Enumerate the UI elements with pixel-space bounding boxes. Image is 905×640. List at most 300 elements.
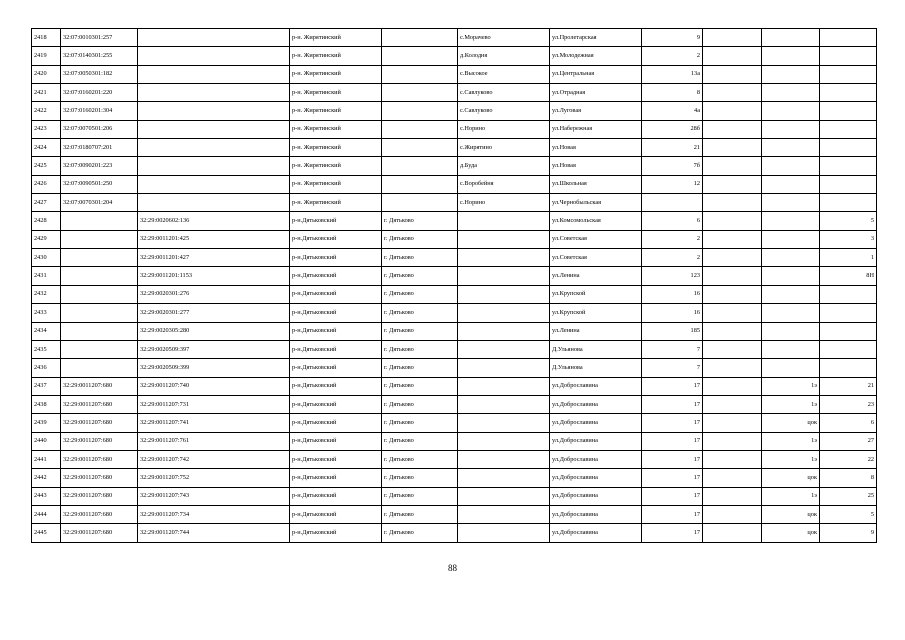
table-row xyxy=(32,450,877,468)
apartment-number-cell xyxy=(820,139,877,157)
building-number-cell xyxy=(703,285,762,303)
floor-cell: 1э xyxy=(762,432,820,450)
district-cell: р-н. Жирятинский xyxy=(290,29,382,47)
house-number-cell: 12 xyxy=(642,175,703,193)
city-cell: г. Дятьково xyxy=(382,487,458,505)
cadastral-number-building-cell xyxy=(61,267,138,285)
floor-cell xyxy=(762,194,820,212)
house-number-cell xyxy=(642,194,703,212)
cadastral-number-premises-cell: 32:29:0011207:731 xyxy=(138,395,290,413)
district-cell: р-н.Дятьковский xyxy=(290,249,382,267)
building-number-cell xyxy=(703,175,762,193)
table-row xyxy=(32,469,877,487)
row-index-cell: 2426 xyxy=(32,175,61,193)
apartment-number-cell xyxy=(820,157,877,175)
table-row xyxy=(32,47,877,65)
district-cell: р-н.Дятьковский xyxy=(290,469,382,487)
cadastral-number-premises-cell: 32:29:0011201:427 xyxy=(138,249,290,267)
row-index-cell: 2445 xyxy=(32,524,61,542)
city-cell: г. Дятьково xyxy=(382,377,458,395)
street-cell: ул.Доброславина xyxy=(550,432,642,450)
floor-cell xyxy=(762,267,820,285)
building-number-cell xyxy=(703,65,762,83)
district-cell: р-н.Дятьковский xyxy=(290,304,382,322)
street-cell: Д.Ульянова xyxy=(550,359,642,377)
cadastral-number-premises-cell xyxy=(138,29,290,47)
settlement-cell: с.Воробейня xyxy=(458,175,550,193)
floor-cell xyxy=(762,340,820,358)
cadastral-number-premises-cell: 32:29:0011201:425 xyxy=(138,230,290,248)
row-index-cell: 2435 xyxy=(32,340,61,358)
table-row xyxy=(32,304,877,322)
city-cell: г. Дятьково xyxy=(382,340,458,358)
cadastral-number-premises-cell: 32:29:0011207:752 xyxy=(138,469,290,487)
floor-cell xyxy=(762,285,820,303)
house-number-cell: 4а xyxy=(642,102,703,120)
apartment-number-cell xyxy=(820,102,877,120)
district-cell: р-н. Жирятинский xyxy=(290,175,382,193)
building-number-cell xyxy=(703,487,762,505)
settlement-cell xyxy=(458,359,550,377)
cadastral-number-building-cell: 32:07:0010301:257 xyxy=(61,29,138,47)
district-cell: р-н. Жирятинский xyxy=(290,120,382,138)
city-cell: г. Дятьково xyxy=(382,395,458,413)
street-cell: ул.Доброславина xyxy=(550,505,642,523)
cadastral-number-building-cell: 32:07:0180707:201 xyxy=(61,139,138,157)
cadastral-number-premises-cell xyxy=(138,157,290,175)
house-number-cell: 17 xyxy=(642,414,703,432)
floor-cell: 1э xyxy=(762,487,820,505)
building-number-cell xyxy=(703,84,762,102)
floor-cell xyxy=(762,139,820,157)
settlement-cell xyxy=(458,322,550,340)
house-number-cell: 2 xyxy=(642,249,703,267)
cadastral-number-premises-cell: 32:29:0011207:744 xyxy=(138,524,290,542)
settlement-cell xyxy=(458,230,550,248)
floor-cell xyxy=(762,47,820,65)
house-number-cell: 17 xyxy=(642,469,703,487)
row-index-cell: 2432 xyxy=(32,285,61,303)
street-cell: ул.Доброславина xyxy=(550,450,642,468)
floor-cell: 1э xyxy=(762,377,820,395)
cadastral-number-premises-cell: 32:29:0020301:277 xyxy=(138,304,290,322)
settlement-cell xyxy=(458,212,550,230)
cadastral-number-building-cell xyxy=(61,285,138,303)
building-number-cell xyxy=(703,377,762,395)
district-cell: р-н.Дятьковский xyxy=(290,377,382,395)
building-number-cell xyxy=(703,267,762,285)
cadastral-number-premises-cell: 32:29:0011207:761 xyxy=(138,432,290,450)
table-row xyxy=(32,29,877,47)
city-cell: г. Дятьково xyxy=(382,230,458,248)
city-cell: г. Дятьково xyxy=(382,322,458,340)
street-cell: ул.Советская xyxy=(550,230,642,248)
district-cell: р-н.Дятьковский xyxy=(290,432,382,450)
house-number-cell: 185 xyxy=(642,322,703,340)
settlement-cell: с.Савлуково xyxy=(458,102,550,120)
cadastral-number-building-cell xyxy=(61,304,138,322)
apartment-number-cell: 27 xyxy=(820,432,877,450)
settlement-cell xyxy=(458,450,550,468)
street-cell: ул.Новая xyxy=(550,139,642,157)
apartment-number-cell: 5 xyxy=(820,212,877,230)
table-row xyxy=(32,194,877,212)
city-cell: г. Дятьково xyxy=(382,212,458,230)
row-index-cell: 2438 xyxy=(32,395,61,413)
table-row xyxy=(32,322,877,340)
street-cell: ул.Школьная xyxy=(550,175,642,193)
cadastral-number-building-cell xyxy=(61,322,138,340)
floor-cell xyxy=(762,29,820,47)
settlement-cell xyxy=(458,432,550,450)
district-cell: р-н.Дятьковский xyxy=(290,285,382,303)
table-row xyxy=(32,84,877,102)
house-number-cell: 7б xyxy=(642,157,703,175)
district-cell: р-н.Дятьковский xyxy=(290,340,382,358)
street-cell: ул.Комсомольская xyxy=(550,212,642,230)
district-cell: р-н. Жирятинский xyxy=(290,139,382,157)
row-index-cell: 2428 xyxy=(32,212,61,230)
cadastral-number-building-cell: 32:07:0070501:206 xyxy=(61,120,138,138)
building-number-cell xyxy=(703,120,762,138)
cadastral-number-premises-cell: 32:29:0011207:742 xyxy=(138,450,290,468)
row-index-cell: 2422 xyxy=(32,102,61,120)
city-cell xyxy=(382,47,458,65)
street-cell: ул.Новая xyxy=(550,157,642,175)
house-number-cell: 2 xyxy=(642,47,703,65)
settlement-cell xyxy=(458,304,550,322)
house-number-cell: 6 xyxy=(642,212,703,230)
city-cell xyxy=(382,139,458,157)
street-cell: ул.Ленина xyxy=(550,267,642,285)
row-index-cell: 2437 xyxy=(32,377,61,395)
apartment-number-cell: 8Н xyxy=(820,267,877,285)
city-cell: г. Дятьково xyxy=(382,505,458,523)
floor-cell xyxy=(762,102,820,120)
row-index-cell: 2429 xyxy=(32,230,61,248)
cadastral-number-premises-cell: 32:29:0020509:397 xyxy=(138,340,290,358)
city-cell: г. Дятьково xyxy=(382,469,458,487)
floor-cell xyxy=(762,359,820,377)
apartment-number-cell xyxy=(820,29,877,47)
cadastral-number-building-cell xyxy=(61,249,138,267)
city-cell xyxy=(382,65,458,83)
registry-table xyxy=(31,28,877,543)
floor-cell xyxy=(762,212,820,230)
floor-cell xyxy=(762,230,820,248)
apartment-number-cell xyxy=(820,84,877,102)
row-index-cell: 2430 xyxy=(32,249,61,267)
house-number-cell: 8 xyxy=(642,84,703,102)
city-cell xyxy=(382,175,458,193)
district-cell: р-н. Жирятинский xyxy=(290,47,382,65)
cadastral-number-building-cell: 32:29:0011207:680 xyxy=(61,487,138,505)
cadastral-number-building-cell: 32:07:0160201:304 xyxy=(61,102,138,120)
house-number-cell: 2 xyxy=(642,230,703,248)
table-row xyxy=(32,230,877,248)
settlement-cell xyxy=(458,469,550,487)
apartment-number-cell: 9 xyxy=(820,524,877,542)
house-number-cell: 17 xyxy=(642,450,703,468)
row-index-cell: 2431 xyxy=(32,267,61,285)
city-cell: г. Дятьково xyxy=(382,249,458,267)
registry-table-body xyxy=(32,29,877,543)
cadastral-number-premises-cell: 32:29:0011207:743 xyxy=(138,487,290,505)
apartment-number-cell: 25 xyxy=(820,487,877,505)
floor-cell xyxy=(762,304,820,322)
table-row xyxy=(32,157,877,175)
apartment-number-cell xyxy=(820,304,877,322)
apartment-number-cell xyxy=(820,47,877,65)
row-index-cell: 2418 xyxy=(32,29,61,47)
settlement-cell xyxy=(458,395,550,413)
district-cell: р-н. Жирятинский xyxy=(290,84,382,102)
settlement-cell xyxy=(458,340,550,358)
table-row xyxy=(32,120,877,138)
cadastral-number-building-cell xyxy=(61,230,138,248)
city-cell: г. Дятьково xyxy=(382,450,458,468)
cadastral-number-premises-cell xyxy=(138,47,290,65)
table-row xyxy=(32,432,877,450)
table-row xyxy=(32,340,877,358)
settlement-cell: д.Буда xyxy=(458,157,550,175)
table-row xyxy=(32,395,877,413)
district-cell: р-н.Дятьковский xyxy=(290,524,382,542)
floor-cell xyxy=(762,249,820,267)
settlement-cell: с.Савлуково xyxy=(458,84,550,102)
street-cell: ул.Доброславина xyxy=(550,469,642,487)
apartment-number-cell: 3 xyxy=(820,230,877,248)
floor-cell xyxy=(762,157,820,175)
cadastral-number-building-cell: 32:29:0011207:680 xyxy=(61,432,138,450)
street-cell: ул.Крупской xyxy=(550,304,642,322)
settlement-cell: с.Жирятино xyxy=(458,139,550,157)
table-row xyxy=(32,414,877,432)
house-number-cell: 16 xyxy=(642,285,703,303)
cadastral-number-building-cell: 32:07:0140301:255 xyxy=(61,47,138,65)
building-number-cell xyxy=(703,230,762,248)
cadastral-number-building-cell: 32:29:0011207:680 xyxy=(61,450,138,468)
settlement-cell: д.Колодня xyxy=(458,47,550,65)
building-number-cell xyxy=(703,340,762,358)
building-number-cell xyxy=(703,249,762,267)
cadastral-number-building-cell: 32:07:0070301:204 xyxy=(61,194,138,212)
street-cell: ул.Набережная xyxy=(550,120,642,138)
settlement-cell xyxy=(458,524,550,542)
building-number-cell xyxy=(703,194,762,212)
apartment-number-cell: 21 xyxy=(820,377,877,395)
building-number-cell xyxy=(703,304,762,322)
city-cell xyxy=(382,194,458,212)
settlement-cell: с.Морачево xyxy=(458,29,550,47)
district-cell: р-н. Жирятинский xyxy=(290,194,382,212)
cadastral-number-building-cell: 32:29:0011207:680 xyxy=(61,414,138,432)
floor-cell xyxy=(762,175,820,193)
apartment-number-cell xyxy=(820,175,877,193)
building-number-cell xyxy=(703,322,762,340)
city-cell: г. Дятьково xyxy=(382,304,458,322)
cadastral-number-building-cell: 32:07:0090201:223 xyxy=(61,157,138,175)
settlement-cell xyxy=(458,505,550,523)
row-index-cell: 2423 xyxy=(32,120,61,138)
district-cell: р-н. Жирятинский xyxy=(290,65,382,83)
floor-cell xyxy=(762,84,820,102)
cadastral-number-building-cell: 32:07:0090501:250 xyxy=(61,175,138,193)
apartment-number-cell xyxy=(820,322,877,340)
cadastral-number-premises-cell xyxy=(138,175,290,193)
floor-cell: цок xyxy=(762,505,820,523)
cadastral-number-premises-cell xyxy=(138,139,290,157)
building-number-cell xyxy=(703,212,762,230)
table-row xyxy=(32,212,877,230)
building-number-cell xyxy=(703,414,762,432)
apartment-number-cell: 22 xyxy=(820,450,877,468)
house-number-cell: 17 xyxy=(642,524,703,542)
house-number-cell: 17 xyxy=(642,377,703,395)
district-cell: р-н.Дятьковский xyxy=(290,212,382,230)
street-cell: ул.Доброславина xyxy=(550,414,642,432)
row-index-cell: 2433 xyxy=(32,304,61,322)
district-cell: р-н.Дятьковский xyxy=(290,450,382,468)
city-cell xyxy=(382,29,458,47)
building-number-cell xyxy=(703,450,762,468)
settlement-cell: с.Норино xyxy=(458,194,550,212)
building-number-cell xyxy=(703,395,762,413)
row-index-cell: 2443 xyxy=(32,487,61,505)
house-number-cell: 7 xyxy=(642,340,703,358)
house-number-cell: 17 xyxy=(642,395,703,413)
apartment-number-cell: 6 xyxy=(820,414,877,432)
cadastral-number-premises-cell xyxy=(138,120,290,138)
building-number-cell xyxy=(703,432,762,450)
building-number-cell xyxy=(703,505,762,523)
district-cell: р-н.Дятьковский xyxy=(290,414,382,432)
building-number-cell xyxy=(703,47,762,65)
row-index-cell: 2440 xyxy=(32,432,61,450)
city-cell: г. Дятьково xyxy=(382,524,458,542)
cadastral-number-premises-cell: 32:29:0020602:136 xyxy=(138,212,290,230)
street-cell: ул.Пролетарская xyxy=(550,29,642,47)
row-index-cell: 2436 xyxy=(32,359,61,377)
settlement-cell xyxy=(458,249,550,267)
street-cell: Д.Ульянова xyxy=(550,340,642,358)
cadastral-number-building-cell: 32:29:0011207:680 xyxy=(61,395,138,413)
apartment-number-cell xyxy=(820,65,877,83)
cadastral-number-premises-cell xyxy=(138,194,290,212)
table-row xyxy=(32,524,877,542)
row-index-cell: 2419 xyxy=(32,47,61,65)
street-cell: ул.Доброславина xyxy=(550,524,642,542)
building-number-cell xyxy=(703,359,762,377)
table-row xyxy=(32,487,877,505)
row-index-cell: 2425 xyxy=(32,157,61,175)
cadastral-number-premises-cell: 32:29:0011207:741 xyxy=(138,414,290,432)
cadastral-number-premises-cell: 32:29:0020509:399 xyxy=(138,359,290,377)
apartment-number-cell: 8 xyxy=(820,469,877,487)
house-number-cell: 17 xyxy=(642,432,703,450)
floor-cell xyxy=(762,65,820,83)
city-cell xyxy=(382,120,458,138)
city-cell xyxy=(382,102,458,120)
street-cell: ул.Советская xyxy=(550,249,642,267)
district-cell: р-н.Дятьковский xyxy=(290,505,382,523)
row-index-cell: 2420 xyxy=(32,65,61,83)
house-number-cell: 16 xyxy=(642,304,703,322)
table-row xyxy=(32,102,877,120)
table-row xyxy=(32,65,877,83)
settlement-cell xyxy=(458,377,550,395)
street-cell: ул.Луговая xyxy=(550,102,642,120)
district-cell: р-н.Дятьковский xyxy=(290,267,382,285)
cadastral-number-premises-cell: 32:29:0011207:734 xyxy=(138,505,290,523)
apartment-number-cell xyxy=(820,194,877,212)
cadastral-number-building-cell xyxy=(61,359,138,377)
cadastral-number-building-cell: 32:29:0011207:680 xyxy=(61,505,138,523)
page-number: 88 xyxy=(448,563,457,573)
street-cell: ул.Доброславина xyxy=(550,395,642,413)
house-number-cell: 17 xyxy=(642,505,703,523)
table-row xyxy=(32,267,877,285)
district-cell: р-н. Жирятинский xyxy=(290,102,382,120)
apartment-number-cell: 1 xyxy=(820,249,877,267)
row-index-cell: 2434 xyxy=(32,322,61,340)
apartment-number-cell xyxy=(820,340,877,358)
cadastral-number-building-cell xyxy=(61,340,138,358)
row-index-cell: 2444 xyxy=(32,505,61,523)
cadastral-number-premises-cell: 32:29:0020301:276 xyxy=(138,285,290,303)
street-cell: ул.Доброславина xyxy=(550,377,642,395)
table-row xyxy=(32,139,877,157)
district-cell: р-н. Жирятинский xyxy=(290,157,382,175)
building-number-cell xyxy=(703,102,762,120)
floor-cell: 1э xyxy=(762,450,820,468)
apartment-number-cell: 5 xyxy=(820,505,877,523)
row-index-cell: 2441 xyxy=(32,450,61,468)
table-row xyxy=(32,359,877,377)
street-cell: ул.Ленина xyxy=(550,322,642,340)
row-index-cell: 2424 xyxy=(32,139,61,157)
district-cell: р-н.Дятьковский xyxy=(290,230,382,248)
cadastral-number-building-cell: 32:29:0011207:680 xyxy=(61,377,138,395)
city-cell: г. Дятьково xyxy=(382,285,458,303)
street-cell: ул.Доброславина xyxy=(550,487,642,505)
row-index-cell: 2439 xyxy=(32,414,61,432)
floor-cell xyxy=(762,322,820,340)
row-index-cell: 2442 xyxy=(32,469,61,487)
settlement-cell xyxy=(458,414,550,432)
city-cell xyxy=(382,157,458,175)
building-number-cell xyxy=(703,157,762,175)
district-cell: р-н.Дятьковский xyxy=(290,395,382,413)
city-cell xyxy=(382,84,458,102)
row-index-cell: 2427 xyxy=(32,194,61,212)
cadastral-number-premises-cell xyxy=(138,65,290,83)
cadastral-number-building-cell: 32:07:0050301:182 xyxy=(61,65,138,83)
cadastral-number-premises-cell xyxy=(138,84,290,102)
building-number-cell xyxy=(703,139,762,157)
house-number-cell: 21 xyxy=(642,139,703,157)
table-row xyxy=(32,505,877,523)
settlement-cell xyxy=(458,487,550,505)
cadastral-number-building-cell: 32:07:0160201:220 xyxy=(61,84,138,102)
street-cell: ул.Крупской xyxy=(550,285,642,303)
cadastral-number-building-cell: 32:29:0011207:680 xyxy=(61,469,138,487)
district-cell: р-н.Дятьковский xyxy=(290,487,382,505)
floor-cell: цок xyxy=(762,414,820,432)
table-row xyxy=(32,285,877,303)
street-cell: ул.Молодежная xyxy=(550,47,642,65)
house-number-cell: 28б xyxy=(642,120,703,138)
